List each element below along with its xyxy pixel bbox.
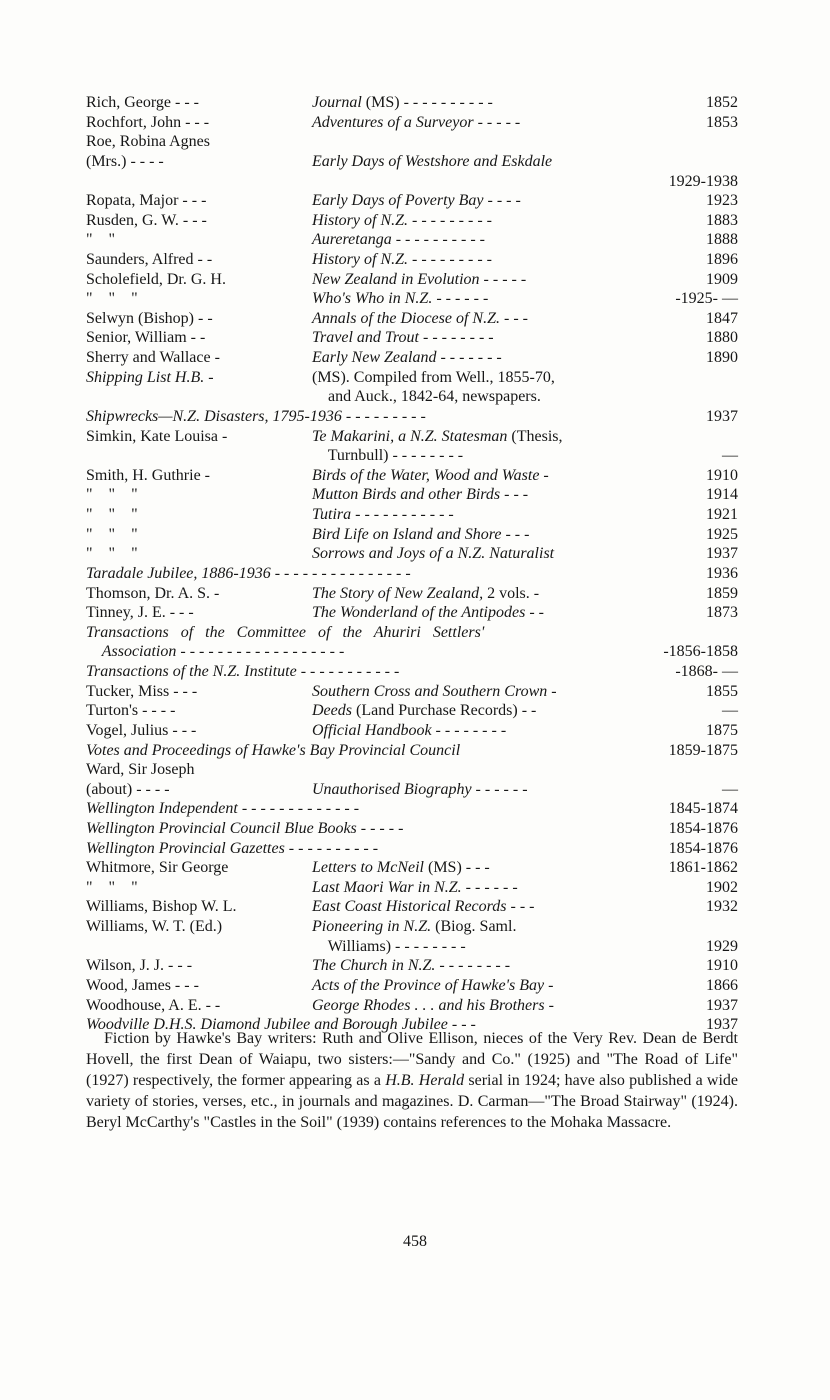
- entry-title-text: Southern Cross and Southern Crown -: [312, 682, 557, 700]
- entry-author: (about) - - - -: [86, 780, 170, 798]
- fiction-text-part2: serial in 1924; have also published a wide variety of stories, verses, etc., in journals and magazines. D. Carman—"The Broad Stairway" (1924). Beryl McCarthy's "Castles in the Soil" (1939) contains references to the Mohaka Massacre.: [86, 1072, 739, 1131]
- entry-year: 1873: [706, 604, 738, 622]
- entry-author: Scholefield, Dr. G. H.: [86, 270, 226, 288]
- entry-title-text: Unauthorised Biography - - - - - -: [312, 780, 528, 798]
- entry-author: Saunders, Alfred - -: [86, 251, 213, 268]
- entry-title: [312, 327, 494, 349]
- entry-year: 1929-1938: [668, 172, 738, 190]
- entry-title: [312, 524, 529, 546]
- entry-title-text: Official Handbook - - - - - - - -: [312, 721, 507, 739]
- entry-title-roman: (MS) - - -: [423, 859, 490, 877]
- entry-title-roman: (Biog. Saml.: [431, 918, 517, 935]
- entry-full-title: Taradale Jubilee, 1886-1936 - - - - - - - - - - - - - - -: [86, 564, 411, 582]
- entry-title: [312, 720, 506, 742]
- entry-title-text: Annals of the Diocese of N.Z. - - -: [312, 309, 528, 327]
- entry-author: " " ": [86, 525, 138, 543]
- entry-title: [312, 426, 563, 448]
- entry-title-roman: (Land Purchase Records) - -: [351, 702, 537, 720]
- entry-year: 1866: [706, 976, 738, 994]
- entry-author: " " ": [86, 506, 138, 523]
- entry-author: Ward, Sir Joseph: [86, 761, 195, 779]
- fiction-text: [86, 1028, 738, 1133]
- entry-full-title: Wellington Provincial Gazettes - - - - - - - - - -: [86, 839, 379, 857]
- entry-title-text: History of N.Z. - - - - - - - - -: [312, 251, 492, 268]
- entry-year: 1883: [706, 211, 738, 229]
- entry-year: 1854-1876: [668, 819, 738, 837]
- entry-year: 1847: [706, 309, 738, 327]
- entry-year: 1855: [706, 682, 738, 700]
- entry-title-roman: (MS) - - - - - - - - - -: [361, 94, 493, 111]
- entry-author: (Mrs.) - - - -: [86, 152, 164, 170]
- entry-title-text: East Coast Historical Records - - -: [312, 898, 535, 916]
- entry-title-text: New Zealand in Evolution - - - - -: [312, 270, 527, 288]
- entry-title-text: Early Days of Poverty Bay - - - -: [312, 192, 521, 210]
- entry-year: 1845-1874: [668, 800, 738, 818]
- entry-title-roman: 2 vols. -: [483, 584, 540, 602]
- bibliography-entry: [86, 131, 738, 153]
- entry-author: Ropata, Major - - -: [86, 192, 207, 210]
- entry-author: Roe, Robina Agnes: [86, 133, 210, 151]
- entry-year: 1859: [706, 584, 738, 602]
- entry-title-roman: and Auck., 1842-64, newspapers.: [312, 388, 541, 406]
- entry-year: 1890: [706, 349, 738, 367]
- entry-title-text: Who's Who in N.Z. - - - - - -: [312, 290, 489, 308]
- entry-author-tail: -: [204, 368, 214, 386]
- entry-full-title: Wellington Provincial Council Blue Books - - - - -: [86, 819, 404, 837]
- entry-title-text: History of N.Z. - - - - - - - - -: [312, 211, 492, 229]
- entry-author: Wilson, J. J. - - -: [86, 957, 193, 975]
- entry-year: 1914: [706, 486, 738, 504]
- entry-full-title: Votes and Proceedings of Hawke's Bay Provincial Council: [86, 741, 461, 759]
- entry-author: Williams, W. T. (Ed.): [86, 918, 223, 935]
- entry-full-title: Association - - - - - - - - - - - - - - - - - -: [86, 643, 345, 661]
- entry-author: Selwyn (Bishop) - -: [86, 309, 213, 327]
- entry-author: Woodhouse, A. E. - -: [86, 996, 221, 1014]
- entry-author: Rochfort, John - - -: [86, 113, 210, 131]
- entry-author: " ": [86, 231, 116, 249]
- entry-year: 1853: [706, 113, 738, 131]
- entry-author: Whitmore, Sir George: [86, 859, 229, 877]
- entry-author: Williams, Bishop W. L.: [86, 898, 237, 916]
- entry-title-text: Acts of the Province of Hawke's Bay -: [312, 976, 554, 994]
- fiction-text-part1: Fiction by Hawke's Bay writers: Ruth and Olive Ellison, nieces of the Very Rev. Dean de Berdt Hovell, the first Dean of Waiapu, two sisters:—"Sandy and Co." (1925) and "The Road of Life" (1927) respectively, the former appearing as a: [86, 1030, 738, 1089]
- entry-year: —: [722, 447, 738, 465]
- entry-title-text: Travel and Trout - - - - - - - -: [312, 329, 494, 347]
- entry-title-text: Tutira - - - - - - - - - - -: [312, 506, 454, 523]
- entry-year: 1875: [706, 721, 738, 739]
- entry-year: 1937: [706, 1016, 738, 1034]
- entry-year: —: [722, 780, 738, 798]
- entry-author: Vogel, Julius - - -: [86, 721, 197, 739]
- entry-author: Smith, H. Guthrie -: [86, 466, 210, 484]
- entry-year: —: [722, 702, 738, 720]
- entry-author: Tinney, J. E. - - -: [86, 604, 194, 622]
- entry-author: Senior, William - -: [86, 329, 206, 347]
- bibliography-entry: [86, 818, 738, 840]
- bibliography-entry: [86, 229, 738, 251]
- entry-year: 1896: [706, 251, 738, 268]
- entry-author: " " ": [86, 290, 138, 308]
- entry-title-roman: Turnbull) - - - - - - - -: [312, 447, 464, 465]
- entry-title-text: Early New Zealand - - - - - - -: [312, 349, 502, 367]
- entry-year: 1937: [706, 545, 738, 563]
- entry-year: 1902: [706, 878, 738, 896]
- bibliography-entry: [86, 327, 738, 349]
- entry-full-title: Transactions of the Committee of the Ahuriri Settlers': [86, 623, 485, 641]
- entry-year: 1921: [706, 506, 738, 523]
- page-number: 458: [403, 1233, 427, 1250]
- entry-full-title: Transactions of the N.Z. Institute - - - - - - - - - - -: [86, 663, 400, 680]
- entry-full-title: Woodville D.H.S. Diamond Jubilee and Borough Jubilee - - -: [86, 1016, 476, 1034]
- entry-year: 1923: [706, 192, 738, 210]
- entry-title-text: Mutton Birds and other Birds - - -: [312, 486, 529, 504]
- entry-author: Wood, James - - -: [86, 976, 199, 994]
- entry-author: " " ": [86, 878, 138, 896]
- fiction-paragraph: [86, 1028, 738, 1133]
- entry-year: -1925- —: [675, 290, 738, 308]
- entry-title-text: Journal: [312, 94, 362, 111]
- entry-author: Thomson, Dr. A. S. -: [86, 584, 220, 602]
- entry-title-text: The Wonderland of the Antipodes - -: [312, 604, 544, 622]
- bibliography-entry: [86, 622, 738, 644]
- entry-year: -1868- —: [675, 663, 738, 680]
- entry-author: Turton's - - - -: [86, 702, 176, 720]
- entry-author: " " ": [86, 486, 138, 504]
- entry-author-italic: Shipping List H.B.: [86, 368, 205, 386]
- entry-title-text: George Rhodes . . . and his Brothers -: [312, 996, 554, 1014]
- entry-title-text: The Story of New Zealand,: [312, 584, 484, 602]
- entry-author: " " ": [86, 545, 138, 563]
- entry-title-roman: (MS). Compiled from Well., 1855-70,: [312, 368, 555, 386]
- entry-author: Rusden, G. W. - - -: [86, 211, 207, 229]
- entry-year: -1856-1858: [663, 643, 738, 661]
- entry-year: 1859-1875: [668, 741, 738, 759]
- entry-full-title: Shipwrecks—N.Z. Disasters, 1795-1936 - - - - - - - - -: [86, 407, 426, 425]
- entry-year: 1910: [706, 466, 738, 484]
- entry-title-text: Adventures of a Surveyor - - - - -: [312, 113, 521, 131]
- entry-full-title: Wellington Independent - - - - - - - - - - - - -: [86, 800, 360, 818]
- entry-author: Tucker, Miss - - -: [86, 682, 198, 700]
- entry-title-text: Pioneering in N.Z.: [312, 918, 432, 935]
- entry-year: 1936: [706, 564, 738, 582]
- entry-year: 1861-1862: [668, 859, 738, 877]
- entry-year: 1929: [706, 937, 738, 955]
- entry-title-roman: Williams) - - - - - - - -: [312, 937, 466, 955]
- entry-title-text: Sorrows and Joys of a N.Z. Naturalist: [312, 545, 555, 563]
- entry-author: Rich, George - - -: [86, 94, 199, 111]
- entry-title-text: Te Makarini, a N.Z. Statesman: [312, 427, 508, 445]
- entry-year: 1937: [706, 407, 738, 425]
- entry-author: Sherry and Wallace -: [86, 349, 220, 367]
- entry-title-text: The Church in N.Z. - - - - - - - -: [312, 957, 511, 975]
- entry-title: [312, 229, 485, 251]
- entry-title-text: Aureretanga - - - - - - - - - -: [312, 231, 485, 249]
- bibliography-entry: [86, 720, 738, 742]
- entry-year: 1932: [706, 898, 738, 916]
- entry-title-text: Deeds: [312, 702, 352, 720]
- bibliography-entry: [86, 916, 738, 938]
- entry-year: 1852: [706, 94, 738, 111]
- fiction-text-italic: H.B. Herald: [385, 1072, 465, 1089]
- entry-title-text: Early Days of Westshore and Eskdale: [312, 152, 553, 170]
- entry-title-text: Birds of the Water, Wood and Waste -: [312, 466, 549, 484]
- bibliography-entry: [86, 524, 738, 546]
- entry-year: 1925: [706, 525, 738, 543]
- entry-title: [312, 916, 516, 938]
- entry-year: 1909: [706, 270, 738, 288]
- entry-year: 1854-1876: [668, 839, 738, 857]
- entry-title-roman: (Thesis,: [507, 427, 563, 445]
- entry-year: 1910: [706, 957, 738, 975]
- entry-year: 1888: [706, 231, 738, 249]
- entry-title-text: Letters to McNeil: [312, 859, 424, 877]
- entry-title-text: Last Maori War in N.Z. - - - - - -: [312, 878, 518, 896]
- entry-author: Simkin, Kate Louisa -: [86, 427, 228, 445]
- bibliography-entry: [86, 426, 738, 448]
- entry-title-text: Bird Life on Island and Shore - - -: [312, 525, 530, 543]
- entry-year: 1937: [706, 996, 738, 1014]
- entry-year: 1880: [706, 329, 738, 347]
